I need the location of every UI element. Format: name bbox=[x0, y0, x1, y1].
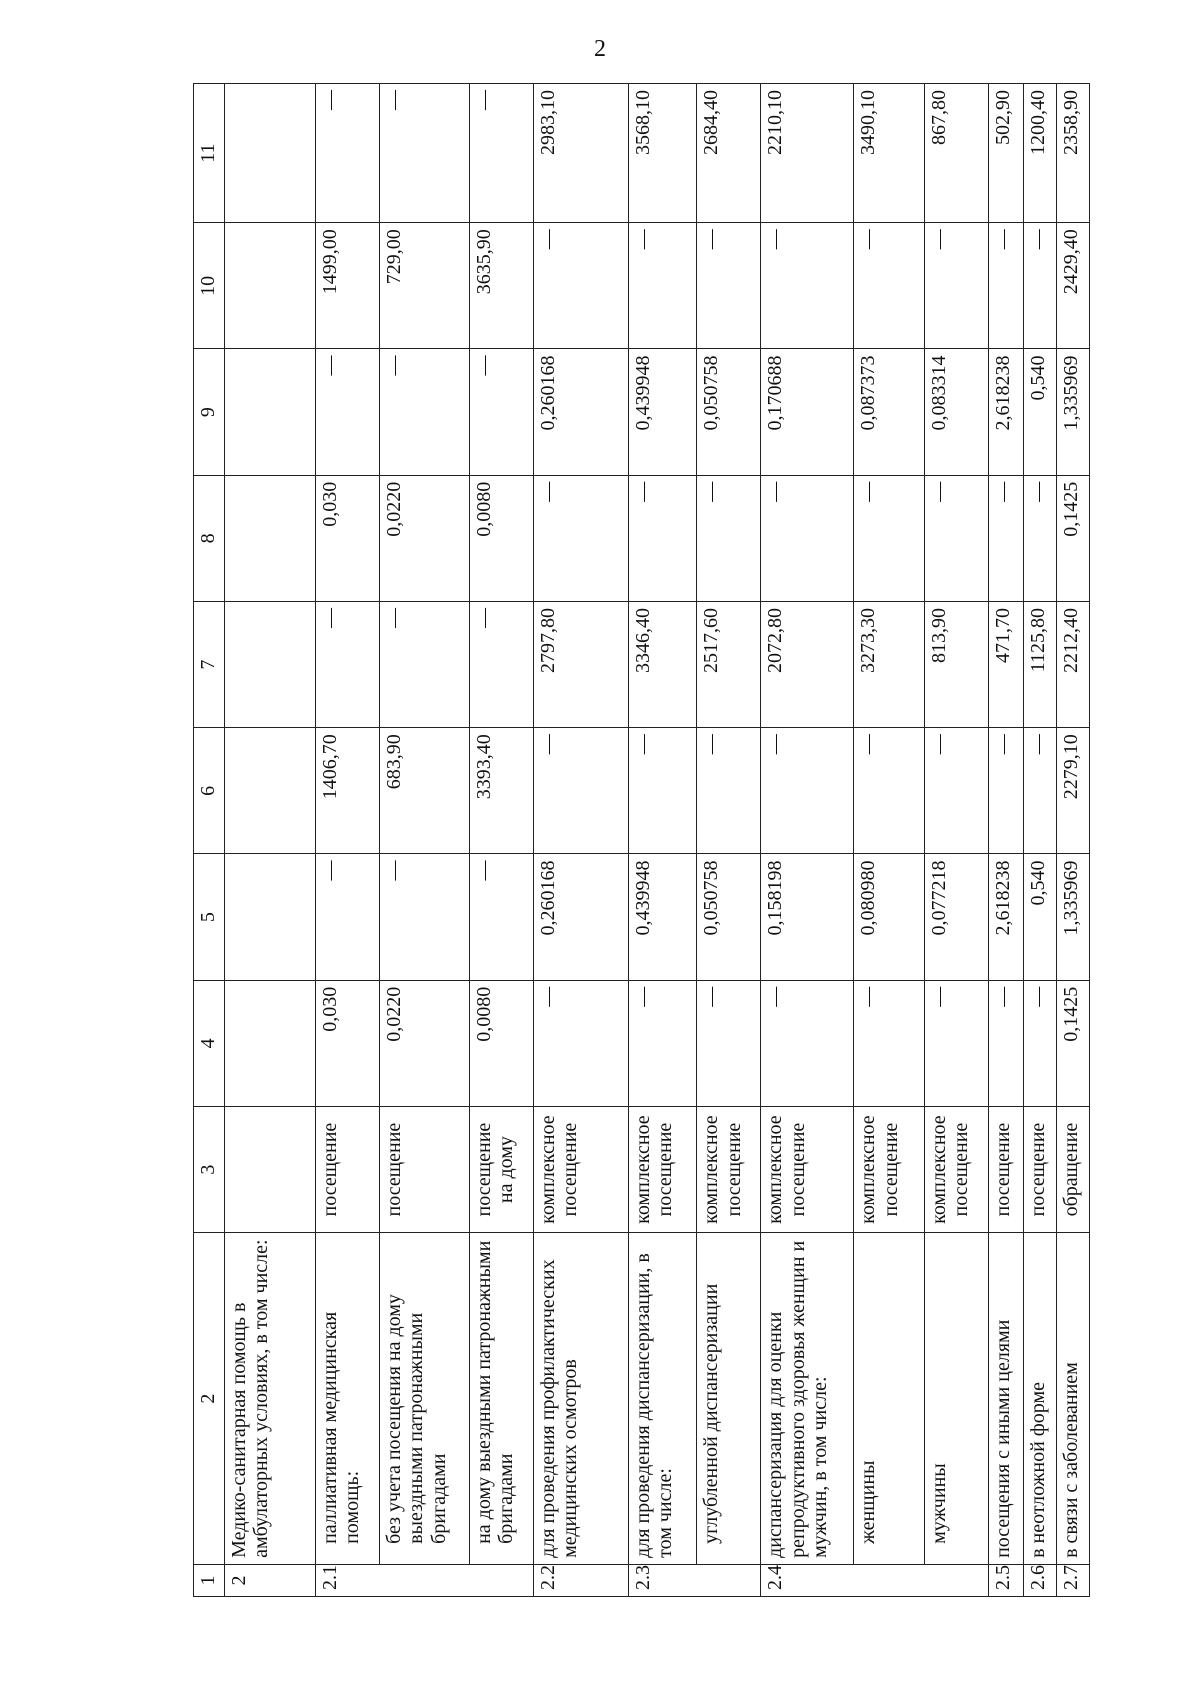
value-cell: 813,90 bbox=[924, 601, 988, 727]
value-cell bbox=[225, 601, 316, 727]
row-name: в связи с заболеванием bbox=[1056, 1233, 1089, 1565]
value-cell: 0,540 bbox=[1023, 349, 1056, 475]
value-cell: — bbox=[761, 728, 854, 854]
value-cell: — bbox=[315, 601, 379, 727]
value-cell: 2358,90 bbox=[1056, 84, 1089, 223]
value-cell: — bbox=[761, 475, 854, 601]
unit-cell: комплексное посещение bbox=[924, 1106, 988, 1232]
value-cell bbox=[225, 728, 316, 854]
value-cell: — bbox=[1023, 475, 1056, 601]
value-cell bbox=[225, 475, 316, 601]
value-cell: 3635,90 bbox=[469, 223, 533, 349]
value-cell: — bbox=[924, 475, 988, 601]
value-cell: 2429,40 bbox=[1056, 223, 1089, 349]
value-cell: — bbox=[533, 980, 628, 1106]
value-cell: 0,087373 bbox=[854, 349, 924, 475]
value-cell: — bbox=[469, 601, 533, 727]
value-cell: — bbox=[988, 475, 1023, 601]
value-cell: 2983,10 bbox=[533, 84, 628, 223]
value-cell: — bbox=[315, 84, 379, 223]
table-row bbox=[761, 84, 854, 1597]
value-cell: — bbox=[697, 728, 761, 854]
value-cell: 1,335969 bbox=[1056, 854, 1089, 980]
value-cell: 2,618238 bbox=[988, 854, 1023, 980]
unit-cell: комплексное посещение bbox=[761, 1106, 854, 1232]
unit-cell: комплексное посещение bbox=[697, 1106, 761, 1232]
unit-cell: посещение bbox=[988, 1106, 1023, 1232]
value-cell: 2072,80 bbox=[761, 601, 854, 727]
header-cell-3: 3 bbox=[194, 1106, 225, 1232]
value-cell: — bbox=[469, 84, 533, 223]
page-number: 2 bbox=[594, 36, 606, 62]
data-table bbox=[193, 83, 1090, 1597]
value-cell: 3490,10 bbox=[854, 84, 924, 223]
value-cell: — bbox=[315, 854, 379, 980]
table-row bbox=[854, 84, 924, 1597]
value-cell: 683,90 bbox=[380, 728, 470, 854]
row-name: для проведения диспансеризации, в том числе: bbox=[629, 1233, 697, 1565]
value-cell: — bbox=[854, 475, 924, 601]
row-name: без учета посещения на дому выездными патронажными бригадами bbox=[380, 1233, 470, 1565]
unit-cell: посещение bbox=[315, 1106, 379, 1232]
value-cell: 502,90 bbox=[988, 84, 1023, 223]
value-cell: — bbox=[380, 854, 470, 980]
value-cell: — bbox=[469, 854, 533, 980]
value-cell: — bbox=[629, 728, 697, 854]
value-cell: 0,158198 bbox=[761, 854, 854, 980]
header-cell-2: 2 bbox=[194, 1233, 225, 1565]
header-cell-9: 9 bbox=[194, 349, 225, 475]
value-cell: 2279,10 bbox=[1056, 728, 1089, 854]
value-cell: 2212,40 bbox=[1056, 601, 1089, 727]
rotated-table-container bbox=[193, 83, 1090, 1597]
value-cell: — bbox=[988, 980, 1023, 1106]
value-cell bbox=[225, 223, 316, 349]
value-cell: 0,030 bbox=[315, 475, 379, 601]
unit-cell: посещение bbox=[380, 1106, 470, 1232]
header-cell-10: 10 bbox=[194, 223, 225, 349]
table-row bbox=[924, 84, 988, 1597]
row-name: паллиативная медицинская помощь: bbox=[315, 1233, 379, 1565]
value-cell: 0,030 bbox=[315, 980, 379, 1106]
value-cell: — bbox=[988, 728, 1023, 854]
value-cell: 0,0220 bbox=[380, 475, 470, 601]
value-cell: — bbox=[697, 223, 761, 349]
value-cell: 3568,10 bbox=[629, 84, 697, 223]
unit-cell: комплексное посещение bbox=[854, 1106, 924, 1232]
unit-cell: посещение на дому bbox=[469, 1106, 533, 1232]
row-name: Медико-санитарная помощь в амбулаторных условиях, в том числе: bbox=[225, 1233, 316, 1565]
value-cell: 2797,80 bbox=[533, 601, 628, 727]
value-cell: — bbox=[697, 980, 761, 1106]
table-row bbox=[1023, 84, 1056, 1597]
table-row bbox=[629, 84, 697, 1597]
value-cell: — bbox=[533, 728, 628, 854]
value-cell: 2684,40 bbox=[697, 84, 761, 223]
value-cell: — bbox=[854, 728, 924, 854]
row-number: 2.3 bbox=[629, 1564, 761, 1596]
value-cell: 1406,70 bbox=[315, 728, 379, 854]
value-cell: 0,1425 bbox=[1056, 475, 1089, 601]
value-cell: 0,083314 bbox=[924, 349, 988, 475]
value-cell: 867,80 bbox=[924, 84, 988, 223]
value-cell: 0,077218 bbox=[924, 854, 988, 980]
header-cell-5: 5 bbox=[194, 854, 225, 980]
row-name: в неотложной форме bbox=[1023, 1233, 1056, 1565]
value-cell: — bbox=[1023, 728, 1056, 854]
row-number: 2.1 bbox=[315, 1564, 533, 1596]
value-cell: 3346,40 bbox=[629, 601, 697, 727]
value-cell: — bbox=[924, 728, 988, 854]
value-cell: 0,080980 bbox=[854, 854, 924, 980]
header-cell-1: 1 bbox=[194, 1564, 225, 1596]
table-row bbox=[988, 84, 1023, 1597]
table-row bbox=[315, 84, 379, 1597]
value-cell: 0,0220 bbox=[380, 980, 470, 1106]
value-cell: — bbox=[380, 601, 470, 727]
value-cell: — bbox=[761, 980, 854, 1106]
value-cell: — bbox=[469, 349, 533, 475]
value-cell: — bbox=[854, 223, 924, 349]
header-cell-7: 7 bbox=[194, 601, 225, 727]
header-cell-4: 4 bbox=[194, 980, 225, 1106]
value-cell: — bbox=[988, 223, 1023, 349]
value-cell: — bbox=[924, 223, 988, 349]
value-cell: 0,439948 bbox=[629, 349, 697, 475]
value-cell: 0,170688 bbox=[761, 349, 854, 475]
value-cell bbox=[225, 349, 316, 475]
value-cell bbox=[225, 854, 316, 980]
row-number: 2 bbox=[225, 1564, 316, 1596]
value-cell: — bbox=[924, 980, 988, 1106]
value-cell: 1499,00 bbox=[315, 223, 379, 349]
value-cell: 2,618238 bbox=[988, 349, 1023, 475]
unit-cell: посещение bbox=[1023, 1106, 1056, 1232]
table-row bbox=[697, 84, 761, 1597]
value-cell: — bbox=[380, 349, 470, 475]
unit-cell: комплексное посещение bbox=[533, 1106, 628, 1232]
header-cell-8: 8 bbox=[194, 475, 225, 601]
value-cell: — bbox=[315, 349, 379, 475]
value-cell: 0,050758 bbox=[697, 854, 761, 980]
value-cell: 471,70 bbox=[988, 601, 1023, 727]
row-number: 2.6 bbox=[1023, 1564, 1056, 1596]
value-cell: 0,050758 bbox=[697, 349, 761, 475]
table-row bbox=[1056, 84, 1089, 1597]
value-cell: 0,439948 bbox=[629, 854, 697, 980]
row-name: на дому выездными патронажными бригадами bbox=[469, 1233, 533, 1565]
unit-cell: обращение bbox=[1056, 1106, 1089, 1232]
value-cell: 0,260168 bbox=[533, 349, 628, 475]
value-cell: — bbox=[533, 475, 628, 601]
value-cell: 2210,10 bbox=[761, 84, 854, 223]
unit-cell bbox=[225, 1106, 316, 1232]
value-cell: — bbox=[761, 223, 854, 349]
value-cell: — bbox=[854, 980, 924, 1106]
value-cell: — bbox=[629, 475, 697, 601]
value-cell: 0,0080 bbox=[469, 980, 533, 1106]
header-row bbox=[194, 84, 225, 1597]
row-number: 2.2 bbox=[533, 1564, 628, 1596]
value-cell bbox=[225, 84, 316, 223]
row-name: мужчины bbox=[924, 1233, 988, 1565]
unit-cell: комплексное посещение bbox=[629, 1106, 697, 1232]
value-cell: — bbox=[380, 84, 470, 223]
value-cell: 0,1425 bbox=[1056, 980, 1089, 1106]
value-cell: 729,00 bbox=[380, 223, 470, 349]
row-name: диспансеризация для оценки репродуктивного здоровья женщин и мужчин, в том числе: bbox=[761, 1233, 854, 1565]
row-number: 2.7 bbox=[1056, 1564, 1089, 1596]
value-cell: 2517,60 bbox=[697, 601, 761, 727]
row-name: углубленной диспансеризации bbox=[697, 1233, 761, 1565]
row-name: женщины bbox=[854, 1233, 924, 1565]
value-cell: — bbox=[629, 980, 697, 1106]
value-cell: 1125,80 bbox=[1023, 601, 1056, 727]
table-row bbox=[225, 84, 316, 1597]
row-name: для проведения профилактических медицинских осмотров bbox=[533, 1233, 628, 1565]
value-cell: 3273,30 bbox=[854, 601, 924, 727]
row-number: 2.4 bbox=[761, 1564, 988, 1596]
table-row bbox=[469, 84, 533, 1597]
value-cell: — bbox=[629, 223, 697, 349]
header-cell-11: 11 bbox=[194, 84, 225, 223]
value-cell: — bbox=[533, 223, 628, 349]
header-cell-6: 6 bbox=[194, 728, 225, 854]
row-number: 2.5 bbox=[988, 1564, 1023, 1596]
value-cell: 0,260168 bbox=[533, 854, 628, 980]
table-row bbox=[380, 84, 470, 1597]
table-row bbox=[533, 84, 628, 1597]
value-cell: 0,0080 bbox=[469, 475, 533, 601]
value-cell: — bbox=[697, 475, 761, 601]
value-cell: 1,335969 bbox=[1056, 349, 1089, 475]
row-name: посещения с иными целями bbox=[988, 1233, 1023, 1565]
value-cell: 1200,40 bbox=[1023, 84, 1056, 223]
value-cell: — bbox=[1023, 980, 1056, 1106]
value-cell: 0,540 bbox=[1023, 854, 1056, 980]
value-cell: — bbox=[1023, 223, 1056, 349]
value-cell: 3393,40 bbox=[469, 728, 533, 854]
value-cell bbox=[225, 980, 316, 1106]
